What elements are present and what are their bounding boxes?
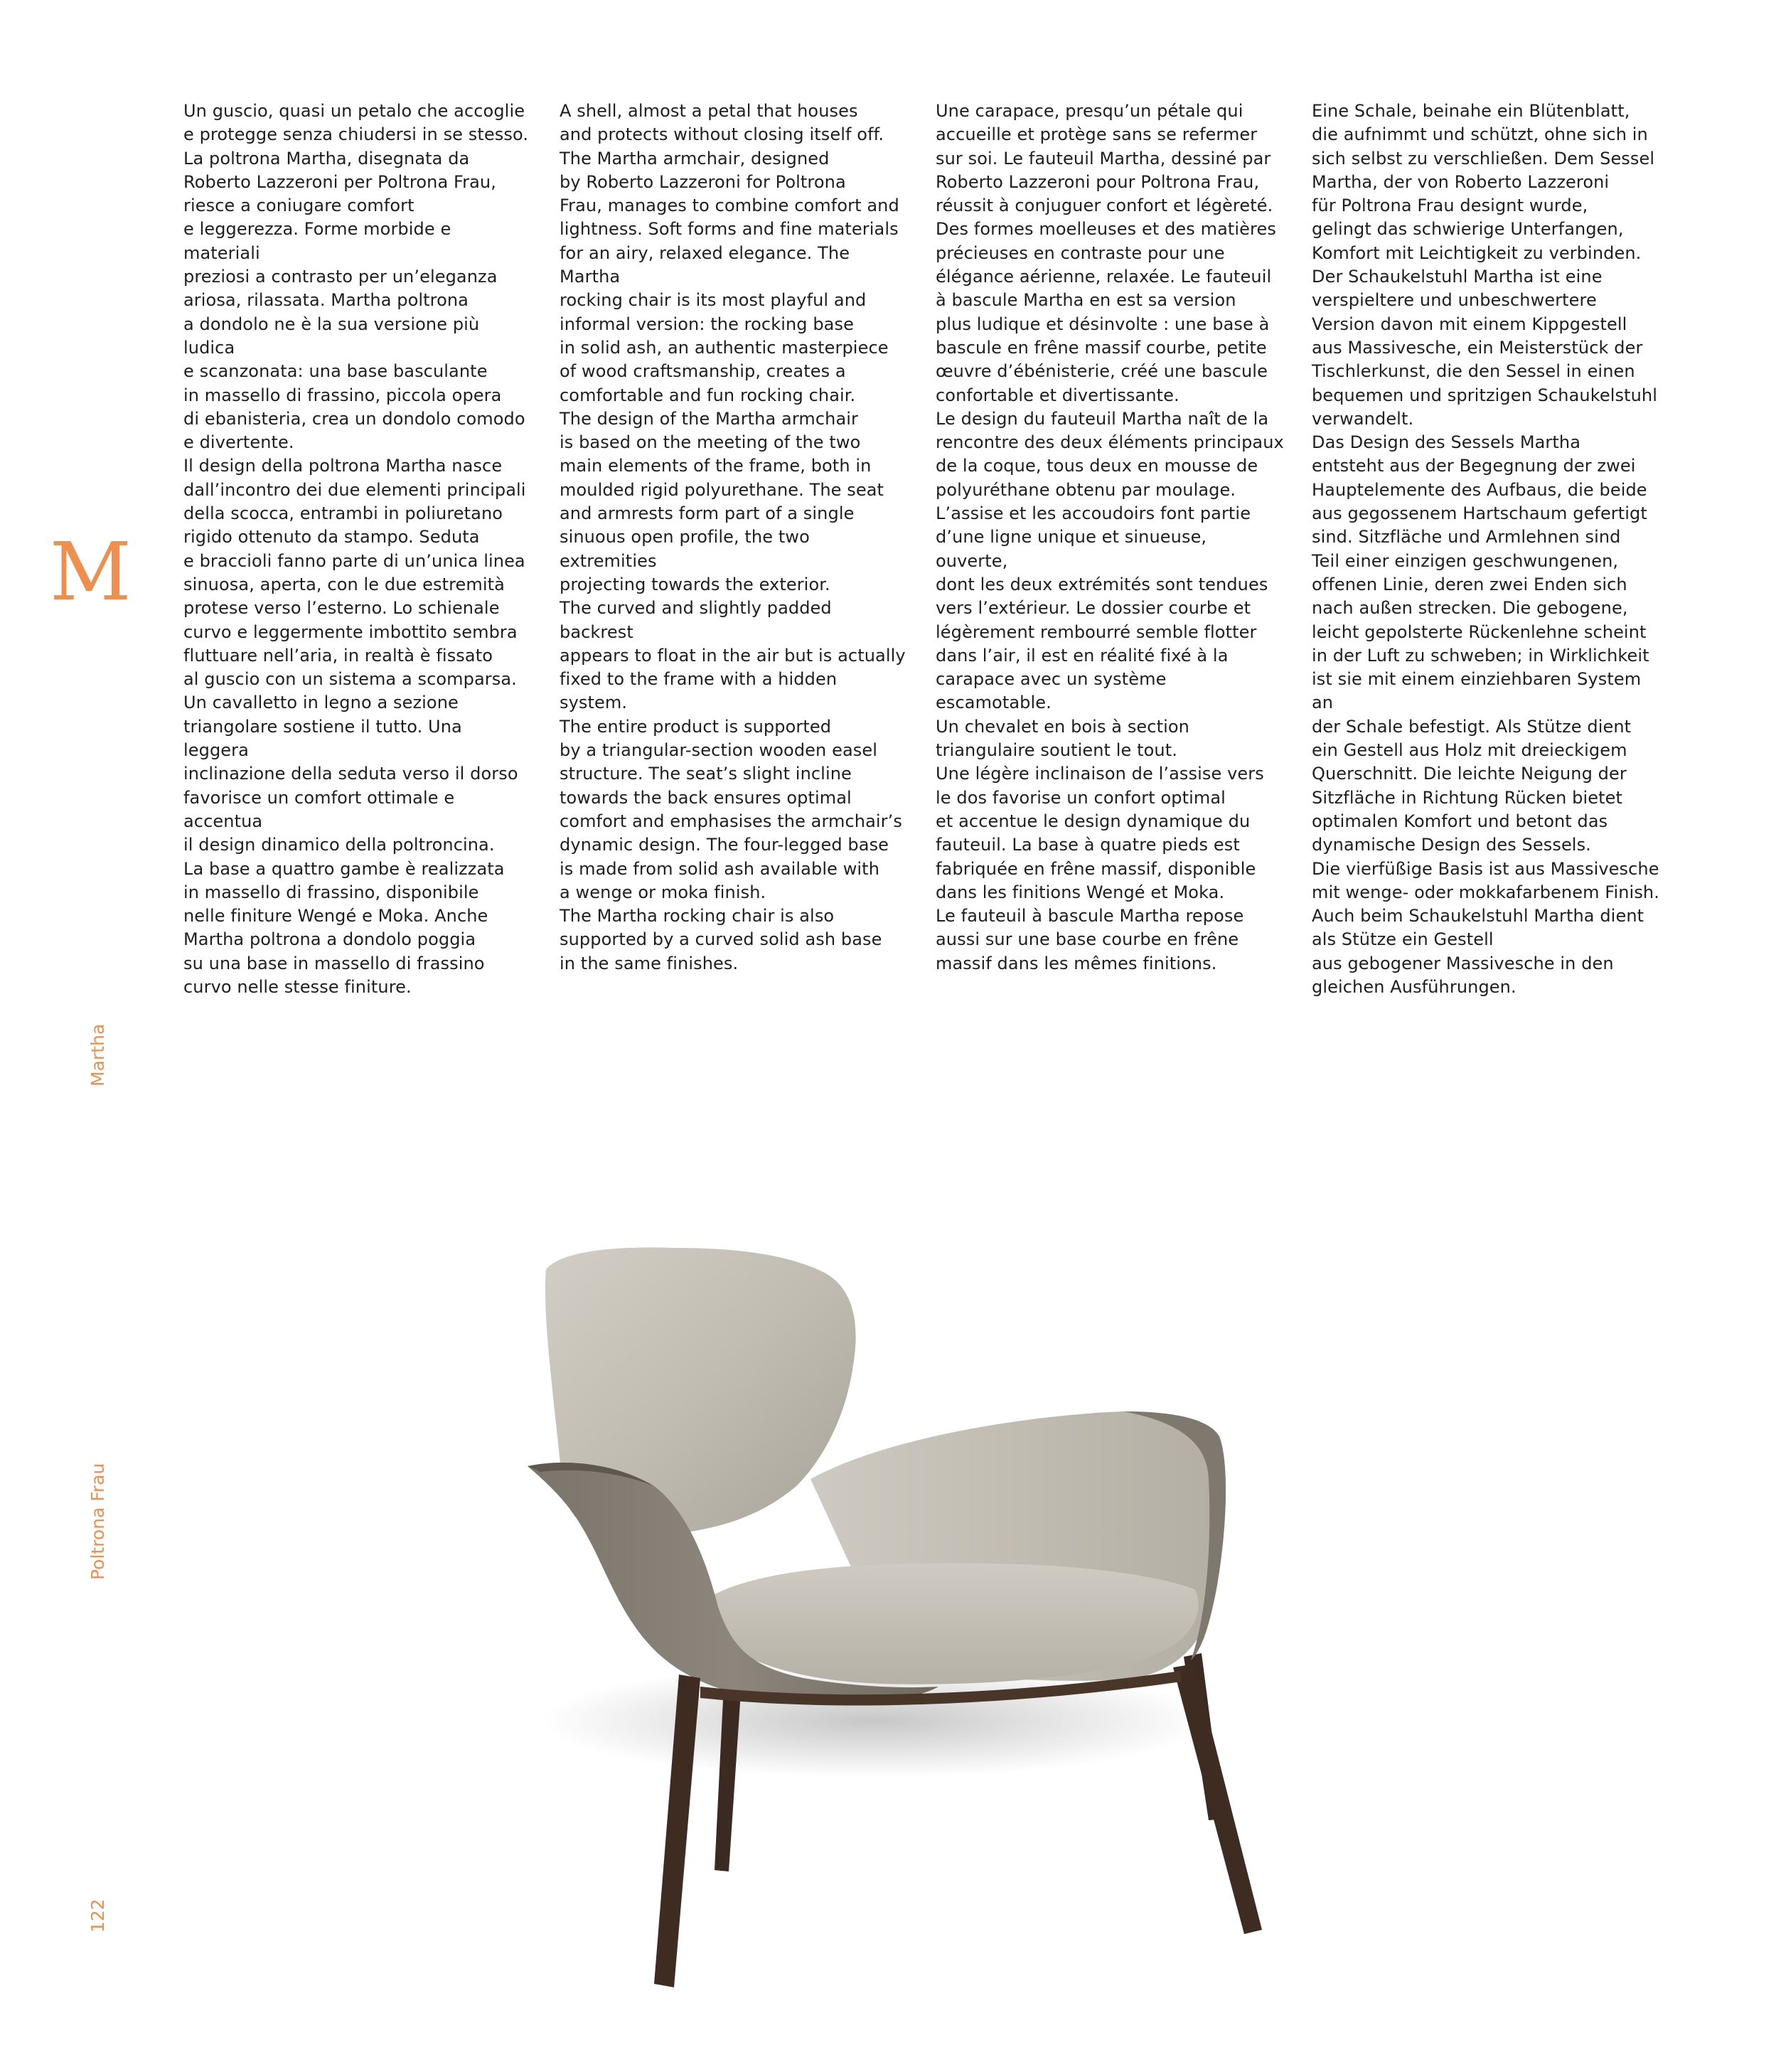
section-initial-letter: M [50,526,132,619]
french-text-column: Une carapace, presqu’un pétale qui accueille et protège sans se refermer sur soi. Le fauteuil Martha, dessiné par Roberto Lazzeroni pour Poltrona Frau, réussit à conjuguer confort et légèreté. Des formes moelleuses et des matières précieuses en contraste pour une élégance aérienne, relaxée. Le fauteuil à bascule Martha en est sa version plus ludique et désinvolte : une base à bascule en frêne massif courbe, petite œuvre d’ébénisterie, créé une bascule confortable et divertissante. Le design du fauteuil Martha naît de la rencontre des deux éléments principaux de la coque, tous deux en mousse de polyuréthane obtenu par moulage. L’assise et les accoudoirs font partie d’une ligne unique et sinueuse, ouverte, dont les deux extrémités sont tendues vers l’extérieur. Le dossier courbe et légèrement rembourré semble flotter dans l’air, il est en réalité fixé à la carapace avec un système escamotable. Un chevalet en bois à section triangulaire soutient le tout. Une légère inclinaison de l’assise vers le dos favorise un confort optimal et accentue le design dynamique du fauteuil. La base à quatre pieds est fabriquée en frêne massif, disponible dans les finitions Wengé et Moka. Le fauteuil à bascule Martha repose aussi sur une base courbe en frêne massif dans les mêmes finitions. [936,101,1284,973]
italian-text-column: Un guscio, quasi un petalo che accoglie e protegge senza chiudersi in se stesso. La poltrona Martha, disegnata da Roberto Lazzeroni per Poltrona Frau, riesce a coniugare comfort e leggerezza. Forme morbide e materiali preziosi a contrasto per un’eleganza ariosa, rilassata. Martha poltrona a dondolo ne è la sua versione più ludica e scanzonata: una base basculante in massello di frassino, piccola opera di ebanisteria, crea un dondolo comodo e divertente. Il design della poltrona Martha nasce dall’incontro dei due elementi principali della scocca, entrambi in poliuretano rigido ottenuto da stampo. Seduta e braccioli fanno parte di un’unica linea sinuosa, aperta, con le due estremità protese verso l’esterno. Lo schienale curvo e leggermente imbottito sembra fluttuare nell’aria, in realtà è fissato al guscio con un sistema a scomparsa. Un cavalletto in legno a sezione triangolare sostiene il tutto. Una leggera inclinazione della seduta verso il dorso favorisce un comfort ottimale e accentua il design dinamico della poltroncina. La base a quattro gambe è realizzata in massello di frassino, disponibile nelle finiture Wengé e Moka. Anche Martha poltrona a dondolo poggia su una base in massello di frassino curvo nelle stesse finiture. [183,101,529,997]
english-text-column: A shell, almost a petal that houses and protects without closing itself off. The Martha armchair, designed by Roberto Lazzeroni for Poltrona Frau, manages to combine comfort and lightness. Soft forms and fine materials for an airy, relaxed elegance. The Martha rocking chair is its most playful and informal version: the rocking base in solid ash, an authentic masterpiece of wood craftsmanship, creates a comfortable and fun rocking chair. The design of the Martha armchair is based on the meeting of the two main elements of the frame, both in moulded rigid polyurethane. The seat and armrests form part of a single sinuous open profile, the two extremities projecting towards the exterior. The curved and slightly padded backrest appears to float in the air but is actually fixed to the frame with a hidden system. The entire product is supported by a triangular-section wooden easel structure. The seat’s slight incline towards the back ensures optimal comfort and emphasises the armchair’s dynamic design. The four-legged base is made from solid ash available with a wenge or moka finish. The Martha rocking chair is also supported by a curved solid ash base in the same finishes. [560,101,906,973]
german-text-column: Eine Schale, beinahe ein Blütenblatt, die aufnimmt und schützt, ohne sich in sich selbst zu verschließen. Dem Sessel Martha, der von Roberto Lazzeroni für Poltrona Frau designt wurde, gelingt das schwierige Unterfangen, Komfort mit Leichtigkeit zu verbinden. Der Schaukelstuhl Martha ist eine verspieltere und unbeschwertere Version davon mit einem Kippgestell aus Massivesche, ein Meisterstück der Tischlerkunst, die den Sessel in einen bequemen und spritzigen Schaukelstuhl verwandelt. Das Design des Sessels Martha entsteht aus der Begegnung der zwei Hauptelemente des Aufbaus, die beide aus gegossenem Hartschaum gefertigt sind. Sitzfläche und Armlehnen sind Teil einer einzigen geschwungenen, offenen Linie, deren zwei Enden sich nach außen strecken. Die gebogene, leicht gepolsterte Rückenlehne scheint in der Luft zu schweben; in Wirklichkeit ist sie mit einem einziehbaren System an der Schale befestigt. Als Stütze dient ein Gestell aus Holz mit dreieckigem Querschnitt. Die leichte Neigung der Sitzfläche in Richtung Rücken bietet optimalen Komfort und betont das dynamische Design des Sessels. Die vierfüßige Basis ist aus Massivesche mit wenge- oder mokkafarbenem Finish. Auch beim Schaukelstuhl Martha dient als Stütze ein Gestell aus gebogener Massivesche in den gleichen Ausführungen. [1312,101,1659,997]
side-brand-name: Poltrona Frau [87,1463,108,1580]
side-product-name: Martha [87,1023,108,1086]
page-number: 122 [87,1899,108,1933]
armchair-photo [455,1195,1308,2034]
front-right-leg [1173,1664,1262,1934]
